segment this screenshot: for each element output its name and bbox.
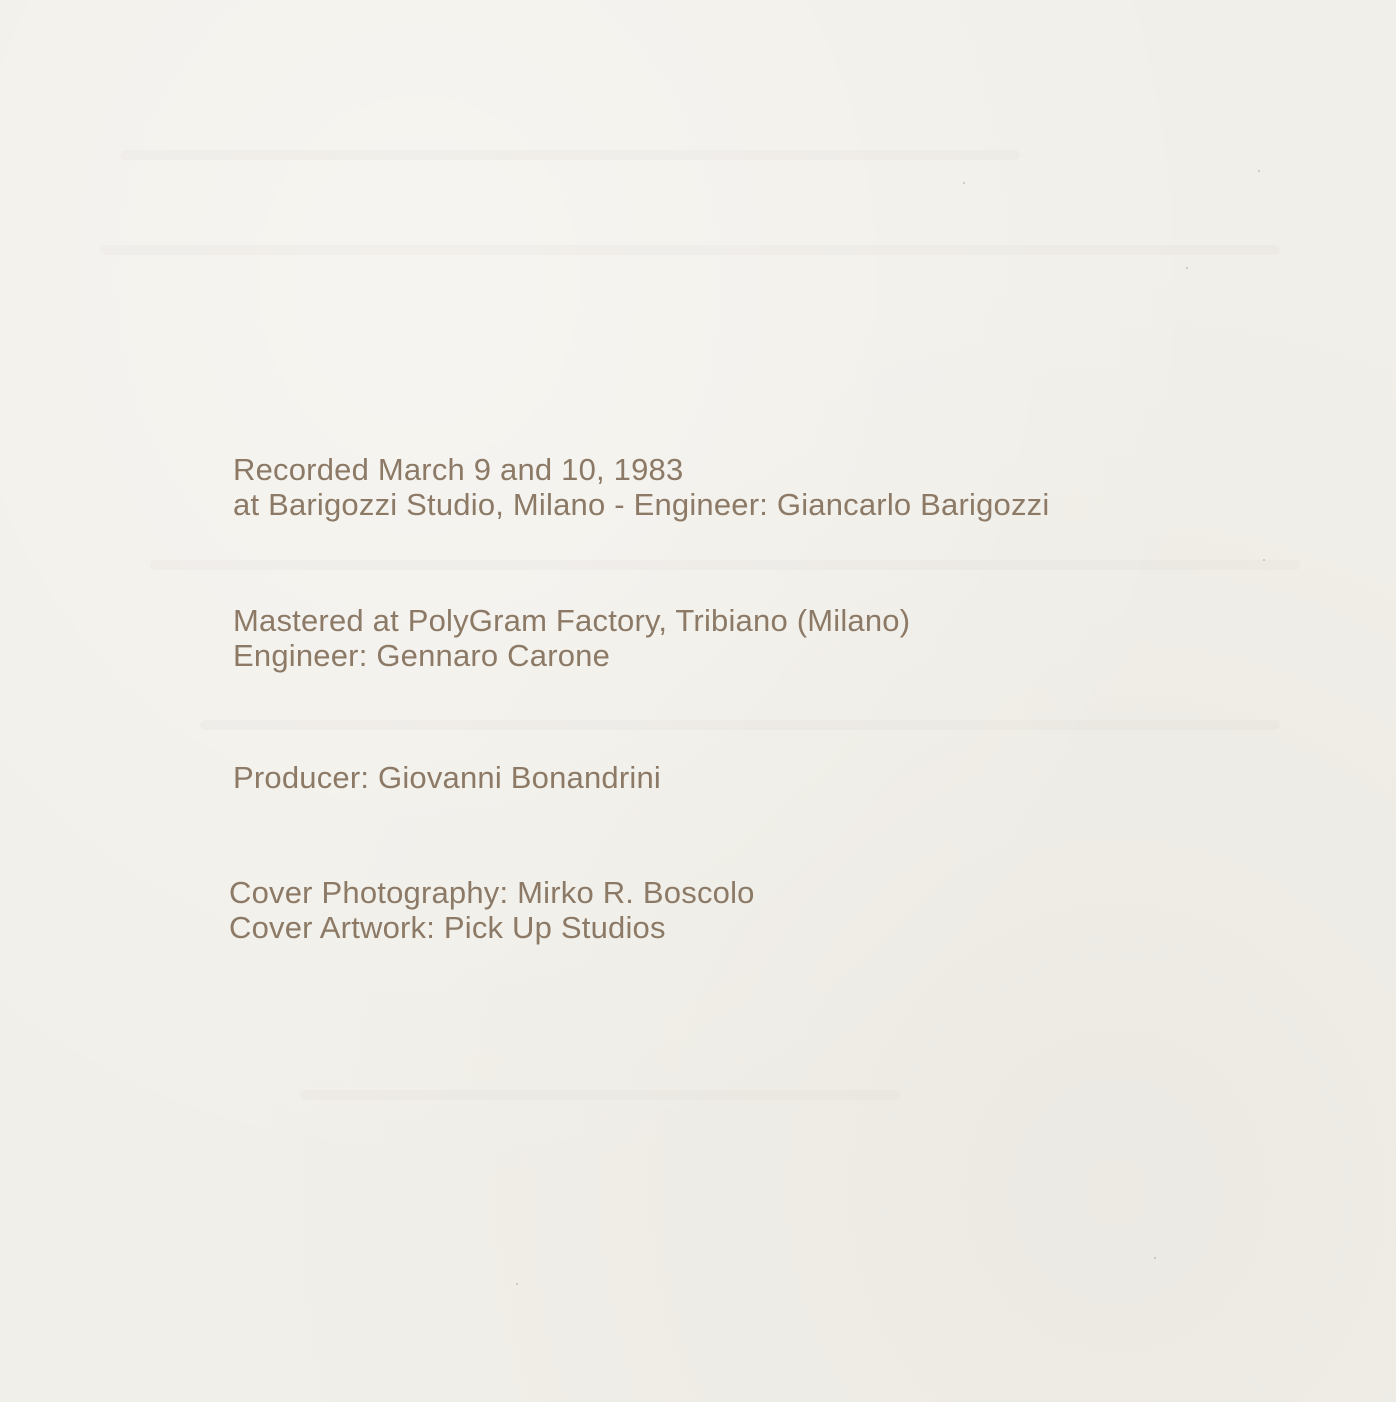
mastering-engineer-line: Engineer: Gennaro Carone <box>233 638 611 673</box>
show-through-texture <box>100 245 1280 255</box>
paper-speck <box>1263 559 1265 561</box>
cover-artwork-line: Cover Artwork: Pick Up Studios <box>229 910 666 945</box>
cover-photography-line: Cover Photography: Mirko R. Boscolo <box>229 875 755 910</box>
recording-credits <box>233 452 1049 522</box>
producer-credit <box>233 760 661 795</box>
paper-speck <box>1154 1257 1156 1259</box>
paper-speck <box>516 1283 518 1285</box>
producer-line: Producer: Giovanni Bonandrini <box>233 760 661 795</box>
recording-studio-line: at Barigozzi Studio, Milano - Engineer: Giancarlo Barigozzi <box>233 487 1050 522</box>
cover-credits <box>229 875 755 945</box>
mastering-location-line: Mastered at PolyGram Factory, Tribiano (Milano) <box>233 603 911 638</box>
mastering-credits <box>233 603 910 673</box>
show-through-texture <box>120 150 1020 160</box>
show-through-texture <box>200 720 1280 730</box>
show-through-texture <box>300 1090 900 1100</box>
show-through-texture <box>150 560 1300 570</box>
paper-speck <box>1258 170 1260 172</box>
paper-speck <box>963 182 965 184</box>
paper-speck <box>1186 267 1188 269</box>
recording-date-line: Recorded March 9 and 10, 1983 <box>233 452 684 487</box>
